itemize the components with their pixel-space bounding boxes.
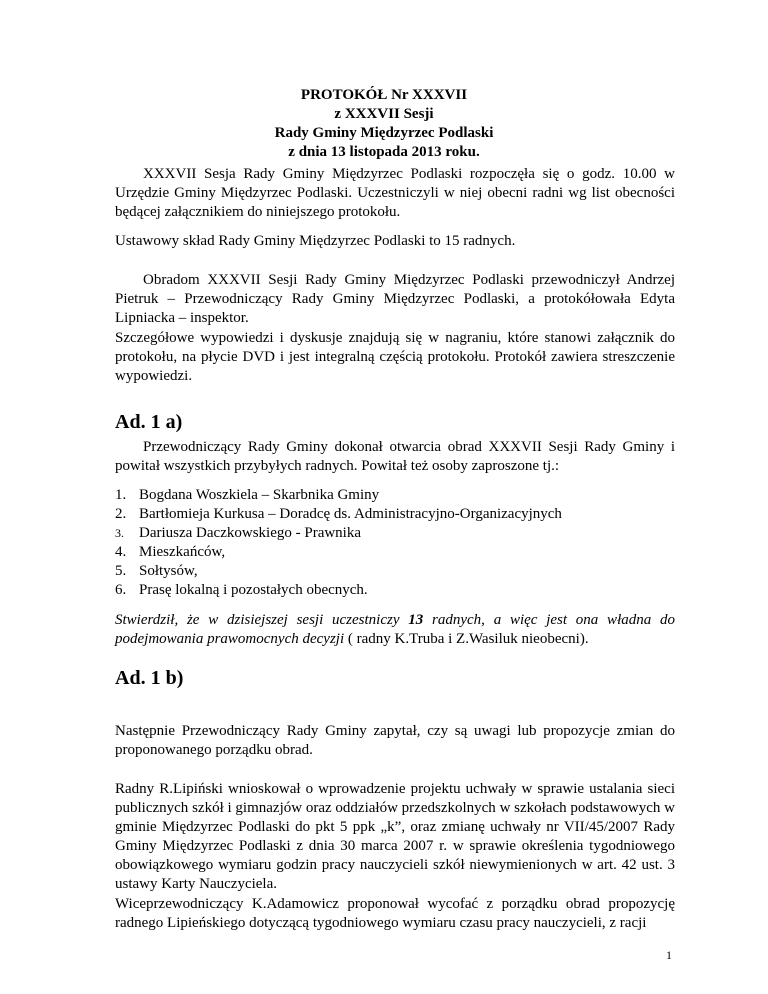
list-item: 2. Bartłomieja Kurkusa – Doradcę ds. Administracyjno-Organizacyjnych: [115, 506, 562, 522]
intro-paragraph-2: Ustawowy skład Rady Gminy Międzyrzec Podlaski to 15 radnych.: [115, 233, 516, 249]
section-heading-1a: Ad. 1 a): [115, 411, 183, 433]
title-line-4: z dnia 13 listopada 2013 roku.: [288, 144, 480, 160]
page-number: 1: [666, 948, 672, 962]
section1b-paragraph-1: Następnie Przewodniczący Rady Gminy zapytał, czy są uwagi lub propozycje zmian do proponowanego porządku obrad.: [115, 723, 675, 758]
section-heading-1b: Ad. 1 b): [115, 667, 184, 689]
section1a-paragraph: Przewodniczący Rady Gminy dokonał otwarcia obrad XXXVII Sesji Rady Gminy i powitał wszystkich przybyłych radnych. Powitał też osoby zaproszone tj.:: [115, 439, 675, 474]
title-line-2: z XXXVII Sesji: [334, 106, 434, 122]
intro-paragraph-1: XXXVII Sesja Rady Gminy Międzyrzec Podlaski rozpoczęła się o godz. 10.00 w Urzędzie Gminy Międzyrzec Podlaski. Uczestniczyli w niej obecni radni wg list obecności będącej załącznikiem do niniejszego protokołu.: [115, 166, 675, 220]
quorum-statement: Stwierdził, że w dzisiejszej sesji uczestniczy 13 radnych, a więc jest ona władna do podejmowania prawomocnych decyzji ( radny K.Truba i Z.Wasiluk nieobecni).: [115, 612, 675, 647]
list-item: 4. Mieszkańców,: [115, 544, 226, 560]
list-item: 1. Bogdana Woszkiela – Skarbnika Gminy: [115, 487, 380, 503]
list-item: 3. Dariusza Daczkowskiego - Prawnika: [115, 525, 362, 541]
invited-guests-list: [115, 486, 675, 600]
title-line-3: Rady Gminy Międzyrzec Podlaski: [274, 125, 494, 141]
intro-paragraph-3: Obradom XXXVII Sesji Rady Gminy Międzyrzec Podlaski przewodniczył Andrzej Pietruk – Przewodniczący Rady Gminy Międzyrzec Podlaski, a protokółowała Edyta Lipniacka – inspektor.: [115, 272, 675, 326]
section1b-paragraph-3: Wiceprzewodniczący K.Adamowicz proponował wycofać z porządku obrad propozycję radnego Lipieńskiego dotyczącą tygodniowego wymiaru czasu pracy nauczycieli, z racji: [115, 896, 675, 931]
intro-paragraph-4: Szczegółowe wypowiedzi i dyskusje znajdują się w nagraniu, które stanowi załącznik do protokołu, na płycie DVD i jest integralną częścią protokołu. Protokół zawiera streszczenie wypowiedzi.: [115, 330, 675, 384]
section1b-paragraph-2: Radny R.Lipiński wnioskował o wprowadzenie projektu uchwały w sprawie ustalania sieci publicznych szkół i gimnazjów oraz oddziałów przedszkolnych w szkołach podstawowych w gminie Międzyrzec Podlaski do pkt 5 ppk „k”, oraz zmianę uchwały nr VII/45/2007 Rady Gminy Międzyrzec Podlaski z dnia 30 marca 2007 r. w sprawie określenia tygodniowego obowiązkowego wymiaru godzin pracy nauczycieli szkół niewymienionych w art. 42 ust. 3 ustawy Karty Nauczyciela.: [115, 781, 675, 892]
document-title: [0, 86, 768, 162]
title-line-1: PROTOKÓŁ Nr XXXVII: [300, 87, 468, 103]
list-item: 5. Sołtysów,: [115, 563, 198, 579]
list-item: 6. Prasę lokalną i pozostałych obecnych.: [115, 582, 368, 598]
